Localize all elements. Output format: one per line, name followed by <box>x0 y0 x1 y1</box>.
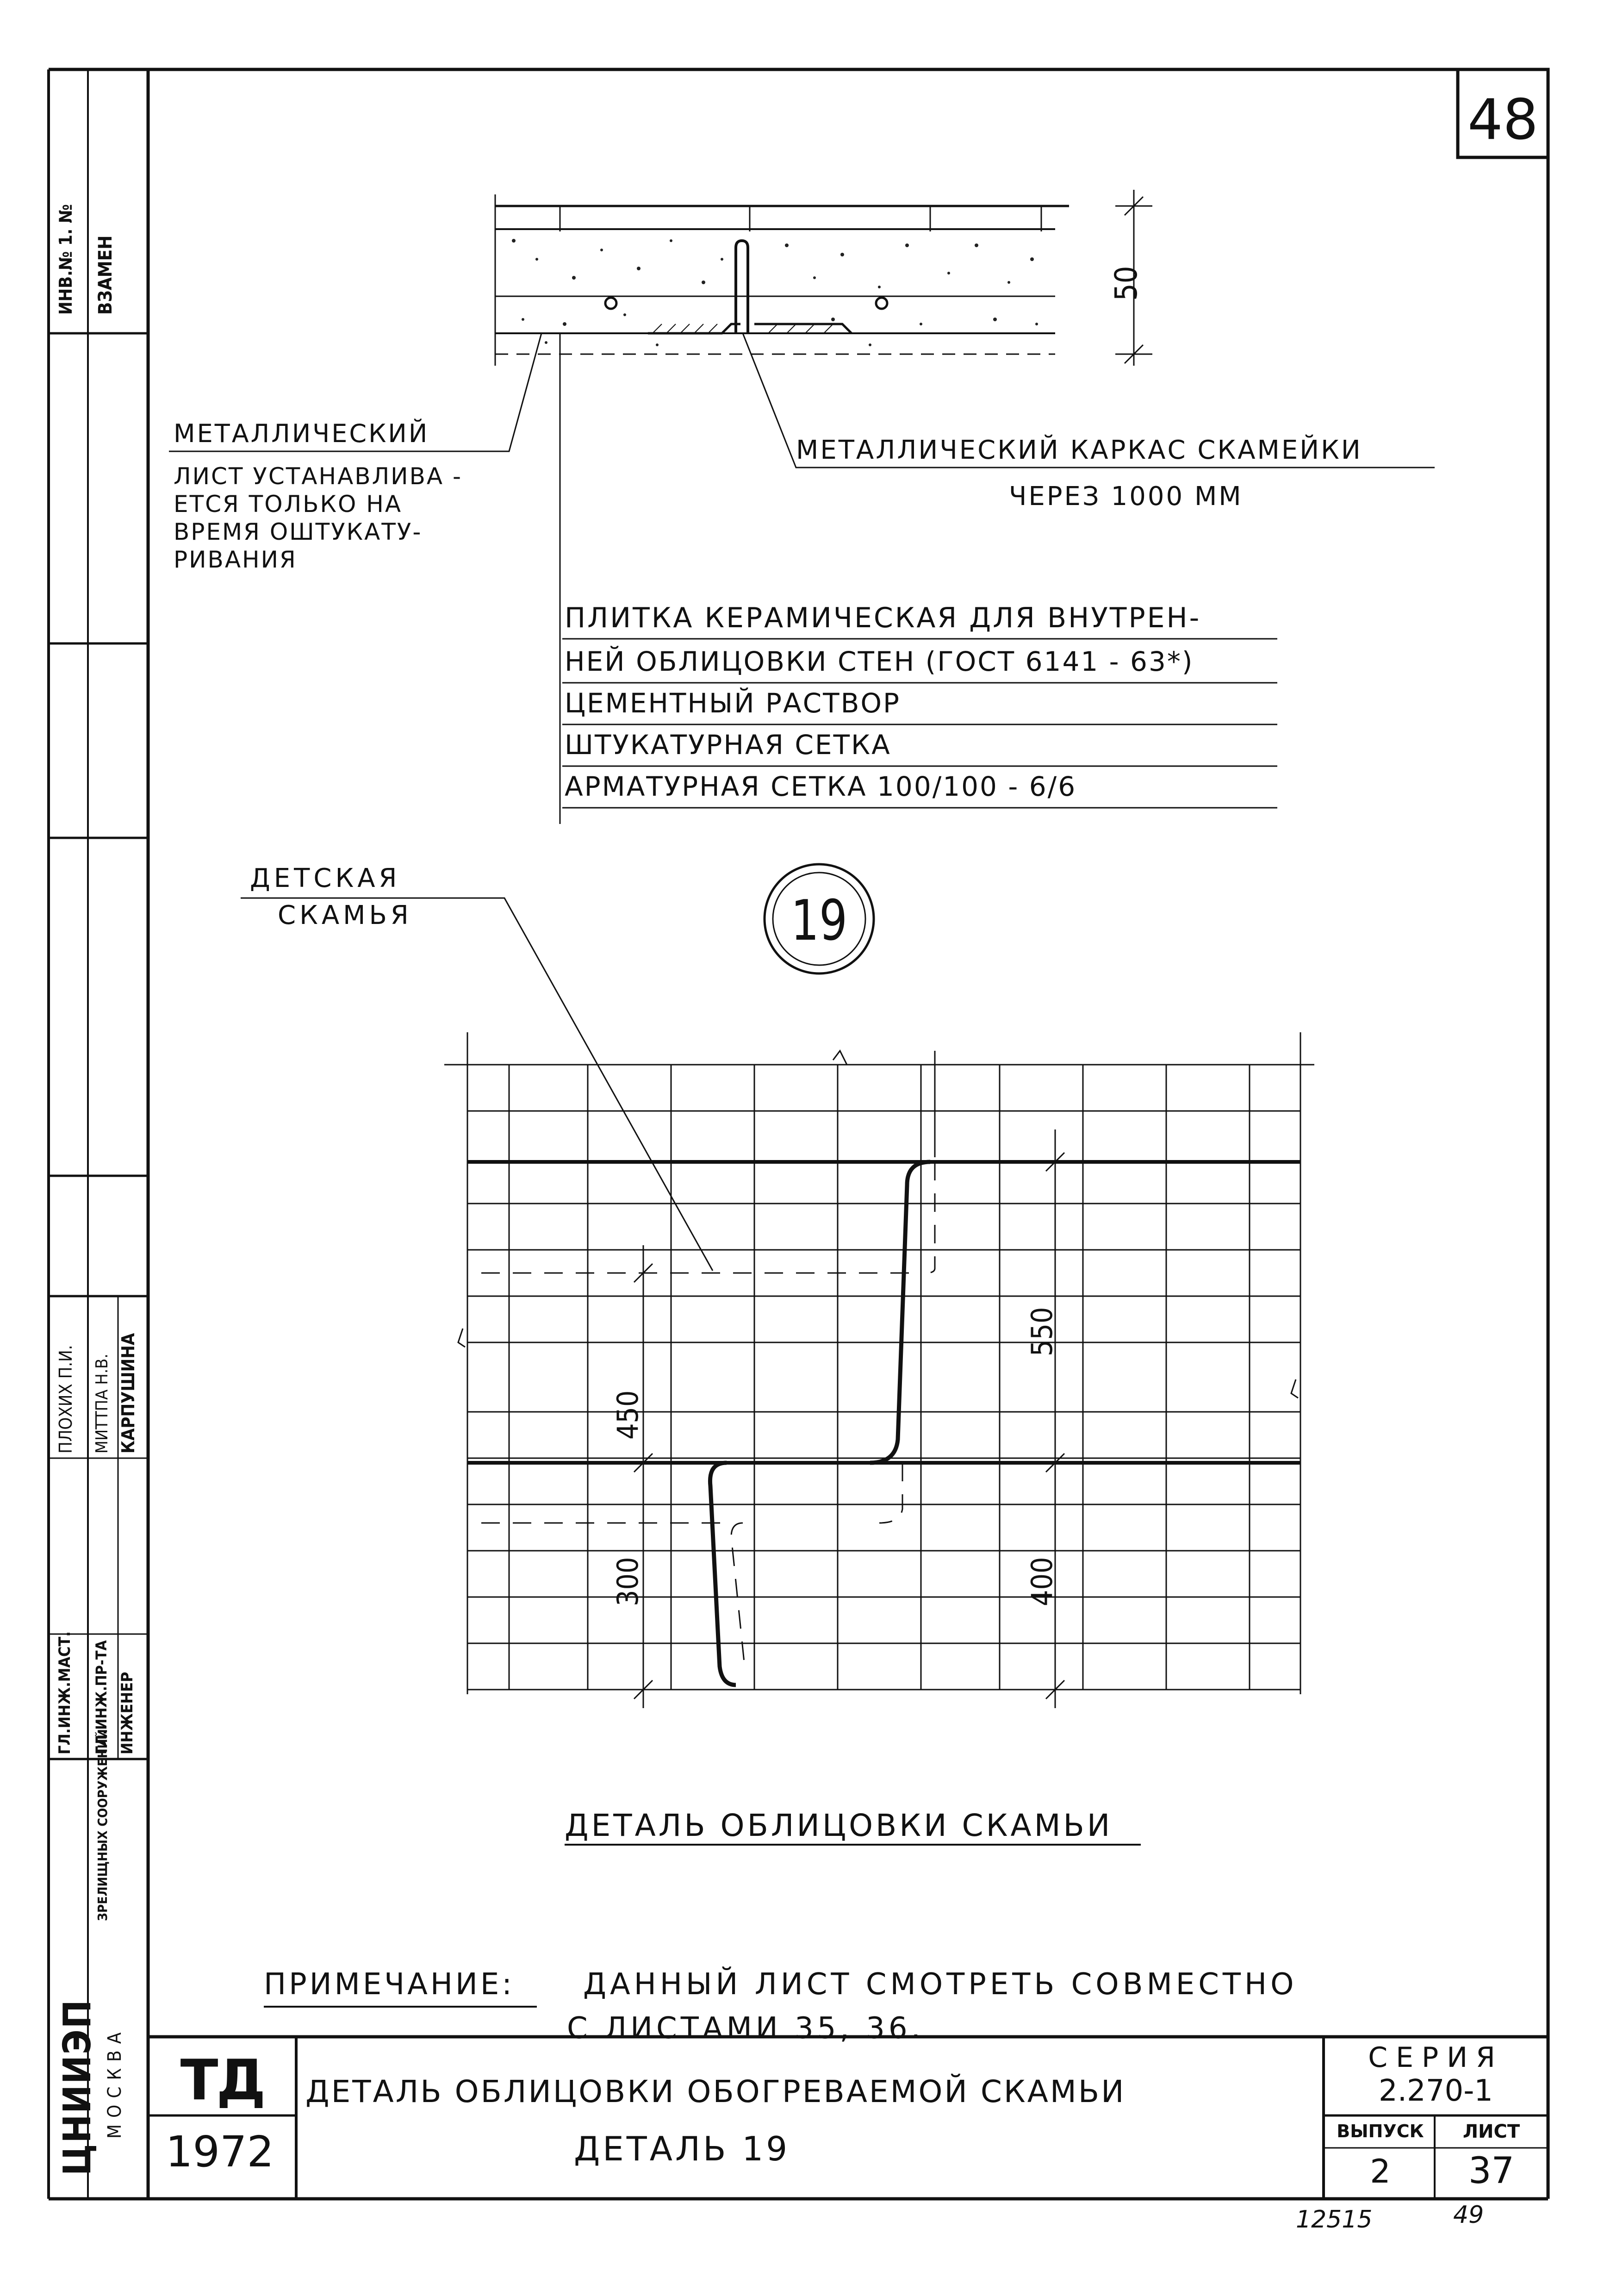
callout-metal-frame-line1: МЕТАЛЛИЧЕСКИЙ КАРКАС СКАМЕЙКИ <box>796 435 1362 465</box>
archive-number: 12515 <box>1296 2206 1373 2234</box>
dimension-400: 400 <box>1025 1557 1059 1606</box>
callout-metal-sheet-line5: РИВАНИЯ <box>174 546 297 573</box>
stamp-name-3: КАРПУШИНА <box>118 1333 138 1454</box>
dimension-50: 50 <box>1108 266 1144 301</box>
sheet-value: 37 <box>1468 2150 1515 2192</box>
section-title: ДЕТАЛЬ ОБЛИЦОВКИ СКАМЬИ <box>565 1808 1113 1843</box>
issue-label: ВЫПУСК <box>1337 2121 1424 2141</box>
dimension-550: 550 <box>1025 1307 1059 1356</box>
page-number: 48 <box>1468 88 1538 152</box>
series-label: СЕРИЯ <box>1368 2041 1504 2074</box>
tile-grid <box>241 898 1314 1708</box>
note-label: ПРИМЕЧАНИЕ: <box>264 1967 515 2002</box>
dimension-450: 450 <box>611 1390 645 1440</box>
stamp-org-name: ЦНИИЭП <box>56 1999 99 2176</box>
issue-value: 2 <box>1370 2152 1391 2190</box>
layer-3: ЦЕМЕНТНЫЙ РАСТВОР <box>565 687 901 719</box>
stamp-role-2: ГЛ.ИНЖ.ПР-ТА <box>93 1640 110 1754</box>
sheet-title-line1: ДЕТАЛЬ ОБЛИЦОВКИ ОБОГРЕВАЕМОЙ СКАМЬИ <box>305 2074 1126 2109</box>
stamp-role-3: ИНЖЕНЕР <box>118 1672 137 1754</box>
stamp-name-1: ПЛОХИХ П.И. <box>56 1345 76 1454</box>
callout-metal-sheet-line3: ЕТСЯ ТОЛЬКО НА <box>174 491 403 518</box>
sheet-title-line2: ДЕТАЛЬ 19 <box>574 2129 790 2168</box>
layer-4: ШТУКАТУРНАЯ СЕТКА <box>565 729 891 761</box>
stamp-inv-number: ИНВ.№ 1. № <box>56 204 76 315</box>
callout-metal-frame-line2: ЧЕРЕЗ 1000 ММ <box>1009 481 1243 512</box>
layer-5: АРМАТУРНАЯ СЕТКА 100/100 - 6/6 <box>565 771 1077 802</box>
note-text-line1: ДАННЫЙ ЛИСТ СМОТРЕТЬ СОВМЕСТНО <box>583 1967 1298 2002</box>
sheet-label: ЛИСТ <box>1462 2121 1520 2142</box>
series-value: 2.270-1 <box>1378 2074 1493 2108</box>
archive-sheet: 49 <box>1453 2201 1484 2229</box>
layer-2: НЕЙ ОБЛИЦОВКИ СТЕН (ГОСТ 6141 - 63*) <box>565 646 1194 677</box>
stamp-name-2: МИТТПА Н.В. <box>93 1354 112 1454</box>
dimension-300: 300 <box>611 1557 645 1606</box>
callout-metal-sheet-line1: МЕТАЛЛИЧЕСКИЙ <box>174 419 429 448</box>
brand-logo: ТД <box>180 2048 264 2113</box>
callout-bench-line2: СКАМЬЯ <box>278 900 412 930</box>
callout-metal-sheet-line4: ВРЕМЯ ОШТУКАТУ- <box>174 518 423 545</box>
detail-number: 19 <box>790 889 848 953</box>
note-label-text: ПРИМЕЧАНИЕ <box>264 1967 502 2002</box>
stamp-org-sub: ЗРЕЛИЩНЫХ СООРУЖЕНИЙ <box>95 1729 110 1921</box>
note-text-line2: С ЛИСТАМИ 35, 36. <box>567 2011 924 2046</box>
stamp-city: МОСКВА <box>104 2026 125 2139</box>
callout-metal-sheet-line2: ЛИСТ УСТАНАВЛИВА - <box>174 463 463 490</box>
stamp-role-1: ГЛ.ИНЖ.МАСТ. <box>56 1631 74 1754</box>
year: 1972 <box>165 2127 274 2177</box>
callout-bench-line1: ДЕТСКАЯ <box>250 863 401 893</box>
stamp-vzamen: ВЗАМЕН <box>95 235 116 315</box>
sheet-frame <box>49 69 1548 2199</box>
layer-1: ПЛИТКА КЕРАМИЧЕСКАЯ ДЛЯ ВНУТРЕН- <box>565 602 1201 634</box>
